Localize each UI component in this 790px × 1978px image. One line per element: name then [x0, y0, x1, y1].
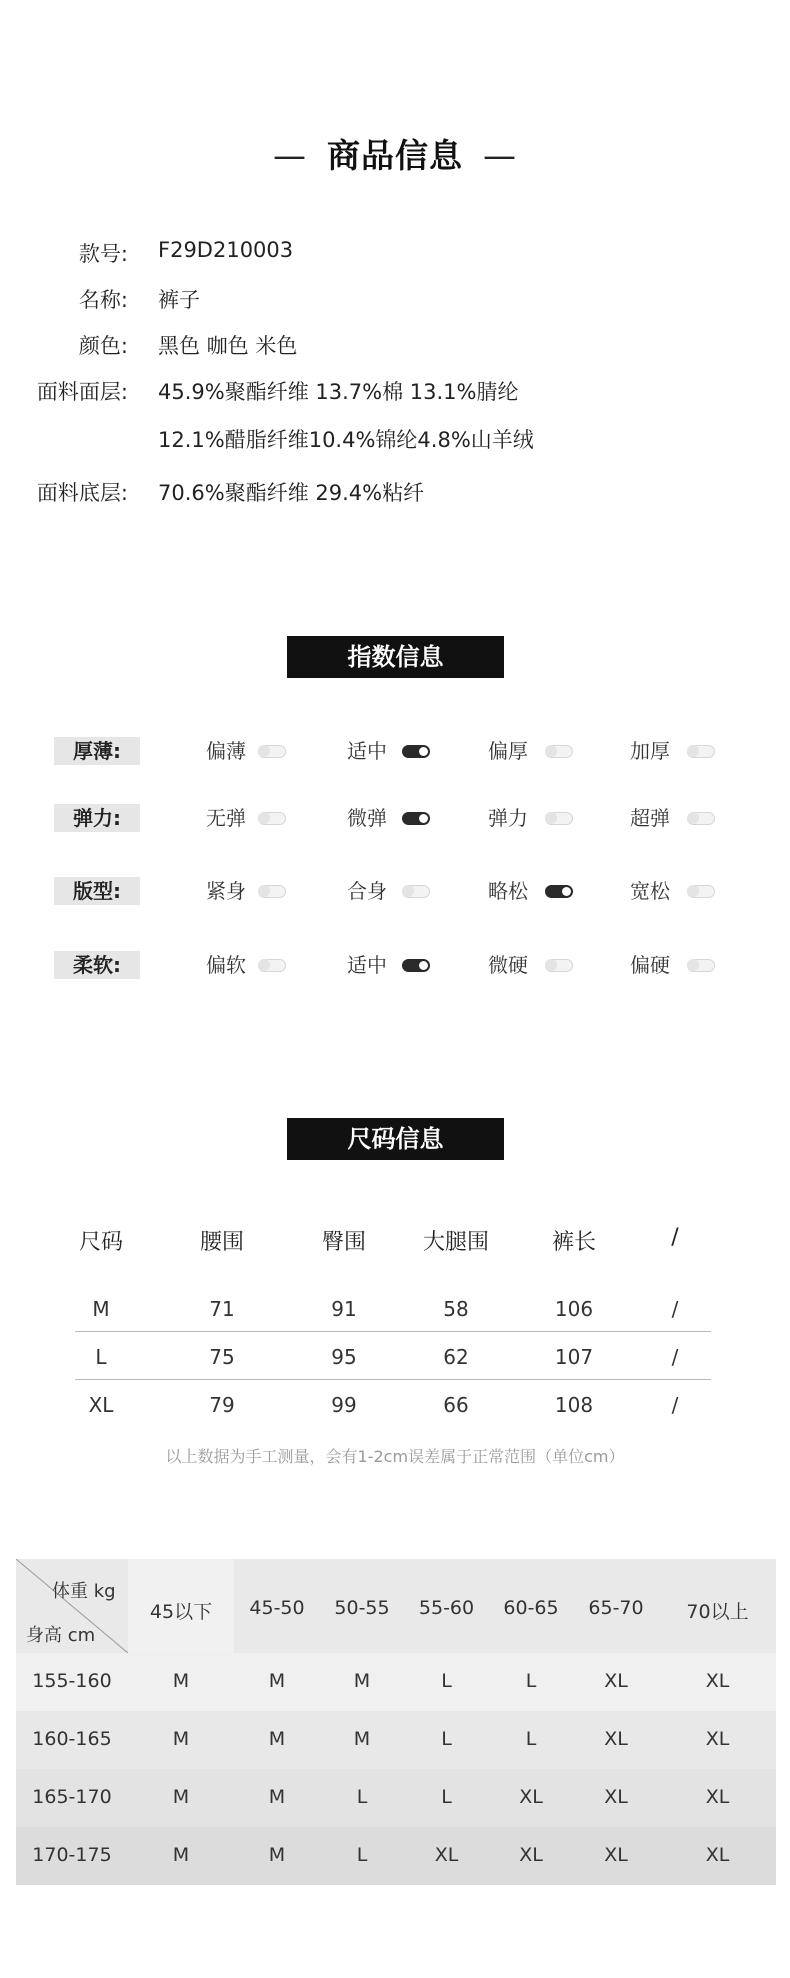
size-header-cell: 臀围 [321, 1230, 366, 1255]
recommended-size-cell: XL [519, 1844, 543, 1866]
height-cell: 155-160 [32, 1670, 112, 1692]
size-data-cell: M [92, 1297, 110, 1321]
toggle-indicator [258, 959, 286, 972]
toggle-indicator [545, 959, 573, 972]
weight-header-cell: 55-60 [418, 1597, 475, 1619]
recommended-size-cell: XL [705, 1670, 730, 1692]
toggle-indicator [258, 812, 286, 825]
size-data-cell: 62 [443, 1345, 469, 1369]
recommended-size-cell: XL [705, 1786, 730, 1808]
recommended-size-cell: XL [519, 1786, 543, 1808]
index-row-label: 弹力: [54, 804, 140, 832]
toggle-indicator [687, 745, 715, 758]
recommended-size-cell: M [172, 1844, 190, 1866]
size-data-cell: 75 [209, 1345, 235, 1369]
size-data-cell: 58 [443, 1297, 469, 1321]
index-option-label: 合身 [347, 879, 387, 903]
outer-fabric-value-line2: 12.1%醋脂纤维10.4%锦纶4.8%山羊绒 [158, 428, 534, 452]
recommended-size-cell: XL [705, 1844, 730, 1866]
index-option-label: 偏厚 [488, 739, 528, 763]
toggle-indicator [402, 745, 430, 758]
recommended-size-cell: XL [705, 1728, 730, 1750]
size-data-cell: XL [88, 1393, 114, 1417]
size-header-cell: 裤长 [551, 1230, 596, 1255]
toggle-indicator [545, 745, 573, 758]
recommended-size-cell: XL [604, 1728, 628, 1750]
size-data-cell: / [671, 1345, 679, 1369]
size-note: 以上数据为手工测量，会有1-2cm误差属于正常范围（单位cm） [165, 1447, 625, 1466]
recommended-size-cell: L [441, 1728, 452, 1750]
product-info-title [0, 130, 790, 177]
size-header-cell: 尺码 [78, 1230, 123, 1255]
recommended-size-cell: M [268, 1786, 286, 1808]
index-option-label: 无弹 [206, 806, 246, 830]
index-info-title: 指数信息 [287, 636, 504, 678]
size-data-cell: / [671, 1393, 679, 1417]
style-number-label: 款号: [78, 242, 128, 266]
height-cell: 165-170 [32, 1786, 112, 1808]
recommended-size-cell: L [356, 1786, 368, 1808]
size-info-title: 尺码信息 [287, 1118, 504, 1160]
title-dash-left: — [273, 136, 307, 175]
size-data-cell: 71 [209, 1297, 235, 1321]
color-label: 颜色: [78, 334, 128, 358]
index-option-label: 微硬 [488, 953, 528, 977]
weight-header-cell: 50-55 [334, 1597, 390, 1619]
size-row-divider [75, 1379, 711, 1380]
recommended-size-cell: XL [604, 1844, 628, 1866]
recommended-size-cell: M [172, 1670, 190, 1692]
index-option-label: 加厚 [630, 739, 670, 763]
color-value: 黑色 咖色 米色 [158, 334, 298, 358]
size-recommendation-table [16, 1559, 776, 1884]
recommended-size-cell: L [441, 1670, 452, 1692]
weight-header-cell: 45-50 [249, 1597, 305, 1619]
size-data-cell: 107 [554, 1345, 594, 1369]
recommended-size-cell: XL [434, 1844, 459, 1866]
toggle-indicator [545, 885, 573, 898]
toggle-indicator [258, 745, 286, 758]
size-header-cell: 大腿围 [422, 1230, 489, 1255]
index-option-label: 微弹 [347, 806, 387, 830]
toggle-indicator [402, 959, 430, 972]
corner-weight-label: 体重 kg [52, 1581, 116, 1602]
outer-fabric-label: 面料面层: [36, 380, 128, 404]
height-cell: 170-175 [32, 1844, 112, 1866]
size-data-cell: 95 [331, 1345, 357, 1369]
index-option-label: 紧身 [206, 879, 246, 903]
size-data-cell: 99 [331, 1393, 357, 1417]
corner-height-label: 身高 cm [26, 1625, 96, 1646]
index-row-label: 柔软: [54, 951, 140, 979]
recommended-size-cell: M [353, 1670, 371, 1692]
size-data-cell: L [95, 1345, 107, 1369]
title-dash-right: — [483, 136, 517, 175]
toggle-indicator [402, 885, 430, 898]
size-data-cell: 91 [331, 1297, 357, 1321]
recommended-size-cell: M [172, 1786, 190, 1808]
size-data-cell: / [671, 1297, 679, 1321]
recommended-size-cell: L [441, 1786, 452, 1808]
index-option-label: 略松 [488, 879, 528, 903]
weight-header-cell: 70以上 [686, 1601, 749, 1623]
recommended-size-cell: XL [604, 1670, 628, 1692]
index-option-label: 宽松 [630, 879, 670, 903]
outer-fabric-value: 45.9%聚酯纤维 13.7%棉 13.1%腈纶 [158, 380, 519, 404]
recommended-size-cell: M [268, 1844, 286, 1866]
size-data-cell: 66 [443, 1393, 469, 1417]
product-name-value: 裤子 [158, 288, 200, 312]
toggle-indicator [545, 812, 573, 825]
weight-header-cell: 45以下 [149, 1601, 213, 1623]
toggle-indicator [687, 959, 715, 972]
lining-fabric-value: 70.6%聚酯纤维 29.4%粘纤 [158, 481, 425, 505]
height-cell: 160-165 [32, 1728, 112, 1750]
recommended-size-cell: M [268, 1670, 286, 1692]
product-info-title-text: 商品信息 [327, 136, 463, 175]
recommended-size-cell: M [172, 1728, 190, 1750]
size-header-cell: / [671, 1225, 679, 1250]
recommended-size-cell: XL [604, 1786, 628, 1808]
lining-fabric-label: 面料底层: [36, 481, 128, 505]
index-row-label: 厚薄: [54, 737, 140, 765]
index-option-label: 超弹 [630, 806, 670, 830]
recommended-size-cell: M [268, 1728, 286, 1750]
toggle-indicator [402, 812, 430, 825]
toggle-indicator [258, 885, 286, 898]
recommended-size-cell: L [525, 1728, 537, 1750]
weight-header-cell: 60-65 [503, 1597, 559, 1619]
index-option-label: 偏薄 [206, 739, 246, 763]
size-data-cell: 106 [554, 1297, 594, 1321]
size-data-cell: 108 [554, 1393, 594, 1417]
size-header-cell: 腰围 [199, 1230, 244, 1255]
index-option-label: 适中 [347, 739, 387, 763]
product-name-label: 名称: [78, 288, 128, 312]
toggle-indicator [687, 885, 715, 898]
style-number-value: F29D210003 [158, 238, 294, 262]
index-option-label: 偏硬 [630, 953, 670, 977]
toggle-indicator [687, 812, 715, 825]
index-option-label: 适中 [347, 953, 387, 977]
index-row-label: 版型: [54, 877, 140, 905]
size-data-cell: 79 [209, 1393, 235, 1417]
index-option-label: 弹力 [488, 806, 528, 830]
recommended-size-cell: M [353, 1728, 371, 1750]
recommended-size-cell: L [525, 1670, 537, 1692]
weight-header-cell: 65-70 [588, 1597, 644, 1619]
recommended-size-cell: L [356, 1844, 368, 1866]
size-row-divider [75, 1331, 711, 1332]
index-option-label: 偏软 [206, 953, 246, 977]
